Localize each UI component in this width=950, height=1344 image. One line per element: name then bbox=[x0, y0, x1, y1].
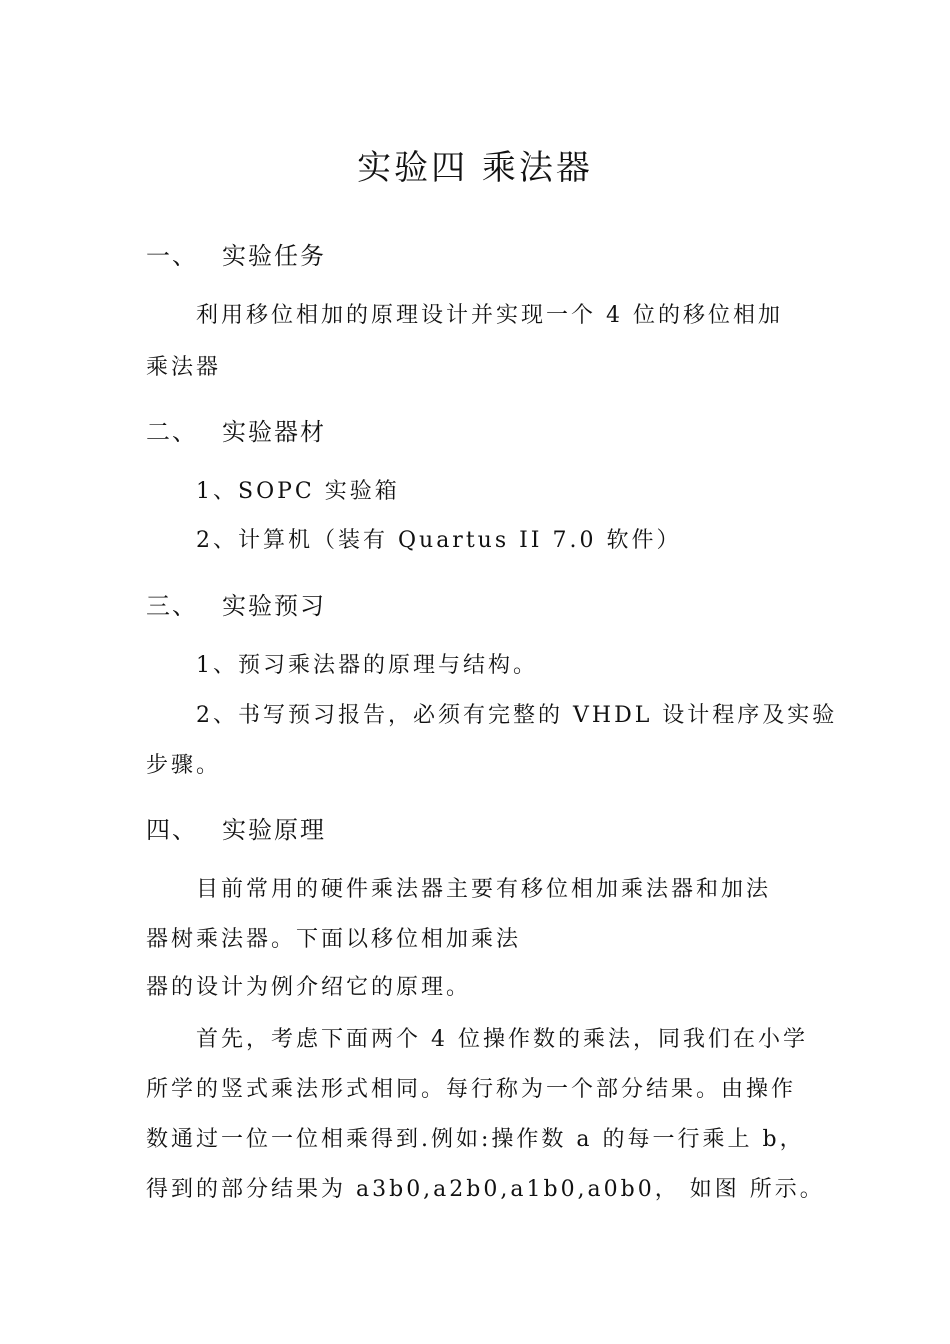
paragraph-line: 首先，考虑下面两个 4 位操作数的乘法，同我们在小学 bbox=[196, 1027, 808, 1052]
list-item: 2、书写预习报告，必须有完整的 VHDL 设计程序及实验 bbox=[196, 703, 838, 728]
section-heading-1 bbox=[146, 236, 326, 271]
list-item: 1、预习乘法器的原理与结构。 bbox=[196, 653, 538, 678]
section-number-3: 三、 bbox=[146, 592, 198, 620]
paragraph-line: 得到的部分结果为 a3b0,a2b0,a1b0,a0b0， 如图 所示。 bbox=[146, 1177, 825, 1202]
section-title-3: 实验预习 bbox=[222, 592, 326, 620]
paragraph-line: 器的设计为例介绍它的原理。 bbox=[146, 975, 472, 1000]
paragraph-line: 目前常用的硬件乘法器主要有移位相加乘法器和加法 bbox=[196, 877, 772, 902]
list-item: 2、计算机（装有 Quartus II 7.0 软件） bbox=[196, 528, 682, 553]
section-heading-4 bbox=[146, 810, 326, 845]
document-title: 实验四 乘法器 bbox=[357, 148, 593, 188]
paragraph-line: 器树乘法器。下面以移位相加乘法 bbox=[146, 927, 522, 952]
section-title-4: 实验原理 bbox=[222, 816, 326, 844]
section-number-1: 一、 bbox=[146, 242, 198, 270]
paragraph-line: 所学的竖式乘法形式相同。每行称为一个部分结果。由操作 bbox=[146, 1077, 797, 1102]
section-heading-3 bbox=[146, 586, 326, 621]
paragraph-line: 数通过一位一位相乘得到.例如:操作数 a 的每一行乘上 b， bbox=[146, 1127, 805, 1152]
section-number-4: 四、 bbox=[146, 816, 198, 844]
list-item-continuation: 步骤。 bbox=[146, 753, 222, 778]
section-number-2: 二、 bbox=[146, 418, 198, 446]
section-title-1: 实验任务 bbox=[222, 242, 326, 270]
list-item: 1、SOPC 实验箱 bbox=[196, 479, 400, 504]
section-heading-2 bbox=[146, 412, 326, 447]
section-title-2: 实验器材 bbox=[222, 418, 326, 446]
paragraph-line: 乘法器 bbox=[146, 355, 222, 380]
paragraph-line: 利用移位相加的原理设计并实现一个 4 位的移位相加 bbox=[196, 303, 783, 328]
